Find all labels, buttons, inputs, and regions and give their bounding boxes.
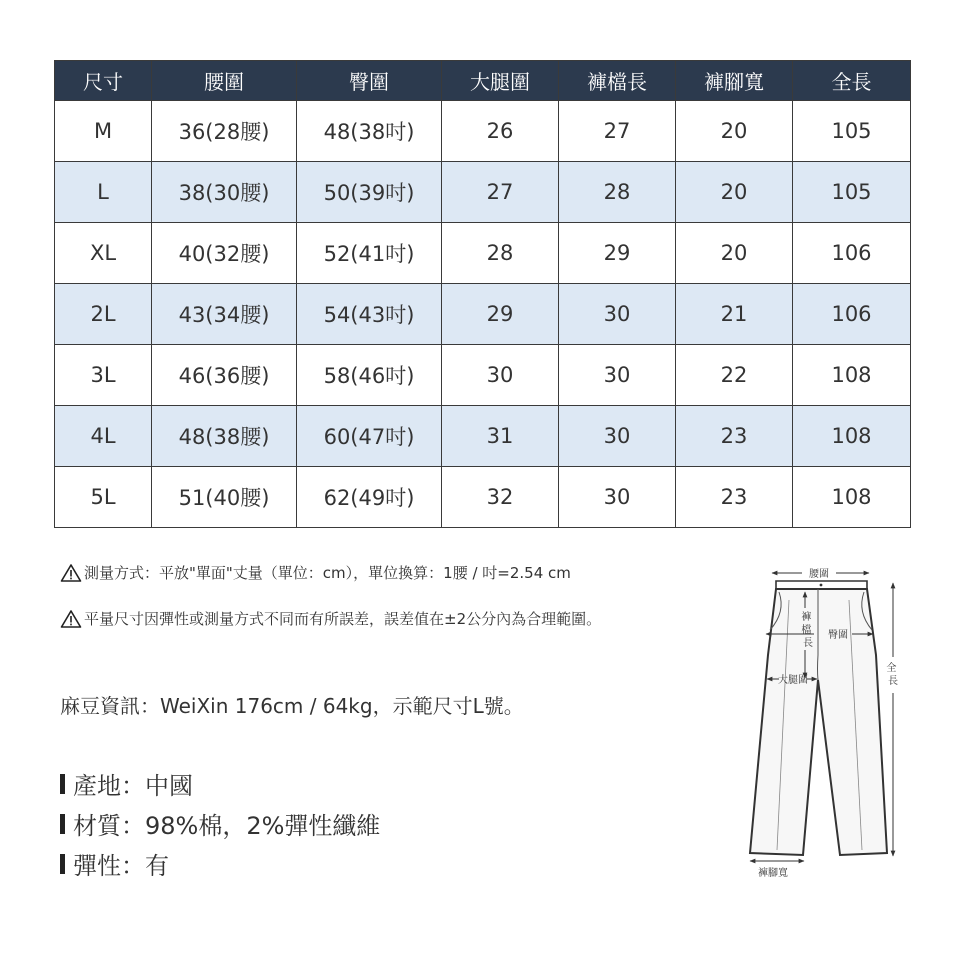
diagram-label-hem: 褲腳寬 [758, 868, 788, 879]
cell-waist: 51(40腰) [152, 467, 297, 528]
cell-thigh: 28 [442, 223, 559, 284]
header-hem: 褲腳寬 [676, 61, 793, 101]
cell-size: XL [55, 223, 152, 284]
cell-hip: 60(47吋) [297, 406, 442, 467]
spec-origin [60, 766, 193, 801]
cell-length: 105 [793, 162, 911, 223]
tolerance-note-text: 平量尺寸因彈性或測量方式不同而有所誤差，誤差值在±2公分內為合理範圍。 [84, 610, 602, 628]
cell-length: 106 [793, 284, 911, 345]
spec-elasticity-text: 彈性：有 [73, 852, 169, 880]
cell-rise: 29 [559, 223, 676, 284]
cell-hip: 62(49吋) [297, 467, 442, 528]
cell-length: 108 [793, 345, 911, 406]
cell-hem: 23 [676, 406, 793, 467]
cell-waist: 43(34腰) [152, 284, 297, 345]
header-hip: 臀圍 [297, 61, 442, 101]
cell-length: 105 [793, 101, 911, 162]
table-row [55, 101, 911, 162]
cell-waist: 36(28腰) [152, 101, 297, 162]
cell-hip: 58(46吋) [297, 345, 442, 406]
header-waist: 腰圍 [152, 61, 297, 101]
table-row [55, 162, 911, 223]
cell-hip: 50(39吋) [297, 162, 442, 223]
cell-rise: 28 [559, 162, 676, 223]
model-info: 麻豆資訊：WeiXin 176cm / 64kg，示範尺寸L號。 [60, 694, 524, 718]
spec-elasticity [60, 846, 169, 881]
warning-triangle-icon [60, 609, 82, 629]
cell-thigh: 26 [442, 101, 559, 162]
cell-hem: 21 [676, 284, 793, 345]
table-row [55, 284, 911, 345]
cell-size: M [55, 101, 152, 162]
measurement-note-text: 測量方式：平放"單面"丈量（單位：cm），單位換算：1腰 / 吋=2.54 cm [84, 564, 571, 582]
table-row [55, 467, 911, 528]
spec-origin-text: 產地：中國 [73, 772, 193, 800]
cell-hip: 48(38吋) [297, 101, 442, 162]
header-size: 尺寸 [55, 61, 152, 101]
table-row [55, 406, 911, 467]
diagram-label-waist: 腰圍 [809, 569, 829, 580]
cell-waist: 46(36腰) [152, 345, 297, 406]
cell-hem: 20 [676, 101, 793, 162]
cell-rise: 30 [559, 406, 676, 467]
bullet-bar-icon [60, 774, 65, 794]
cell-rise: 27 [559, 101, 676, 162]
spec-material-text: 材質：98%棉，2%彈性纖維 [73, 812, 381, 840]
cell-waist: 48(38腰) [152, 406, 297, 467]
cell-length: 108 [793, 467, 911, 528]
tolerance-note [60, 608, 601, 629]
diagram-label-thigh: 大腿圍 [778, 675, 808, 686]
cell-size: 2L [55, 284, 152, 345]
cell-thigh: 29 [442, 284, 559, 345]
cell-rise: 30 [559, 284, 676, 345]
diagram-label-length: 全 長 [886, 663, 898, 687]
cell-rise: 30 [559, 345, 676, 406]
cell-size: 3L [55, 345, 152, 406]
cell-hip: 52(41吋) [297, 223, 442, 284]
cell-size: 5L [55, 467, 152, 528]
cell-thigh: 30 [442, 345, 559, 406]
cell-thigh: 27 [442, 162, 559, 223]
cell-length: 108 [793, 406, 911, 467]
cell-hip: 54(43吋) [297, 284, 442, 345]
table-row [55, 223, 911, 284]
size-chart-table [54, 60, 911, 528]
table-header-row [55, 61, 911, 101]
header-length: 全長 [793, 61, 911, 101]
cell-hem: 22 [676, 345, 793, 406]
measurement-note [60, 562, 571, 583]
bullet-bar-icon [60, 854, 65, 874]
diagram-label-hip: 臀圍 [828, 630, 848, 641]
header-thigh: 大腿圍 [442, 61, 559, 101]
cell-waist: 38(30腰) [152, 162, 297, 223]
cell-hem: 20 [676, 223, 793, 284]
warning-triangle-icon [60, 563, 82, 583]
pants-measurement-diagram [742, 560, 912, 885]
cell-size: 4L [55, 406, 152, 467]
cell-thigh: 31 [442, 406, 559, 467]
diagram-label-rise-vertical: 褲 檔 長 [801, 612, 813, 649]
bullet-bar-icon [60, 814, 65, 834]
cell-hem: 20 [676, 162, 793, 223]
cell-waist: 40(32腰) [152, 223, 297, 284]
table-row [55, 345, 911, 406]
cell-length: 106 [793, 223, 911, 284]
cell-hem: 23 [676, 467, 793, 528]
cell-size: L [55, 162, 152, 223]
spec-material [60, 806, 380, 841]
header-rise: 褲檔長 [559, 61, 676, 101]
cell-thigh: 32 [442, 467, 559, 528]
cell-rise: 30 [559, 467, 676, 528]
